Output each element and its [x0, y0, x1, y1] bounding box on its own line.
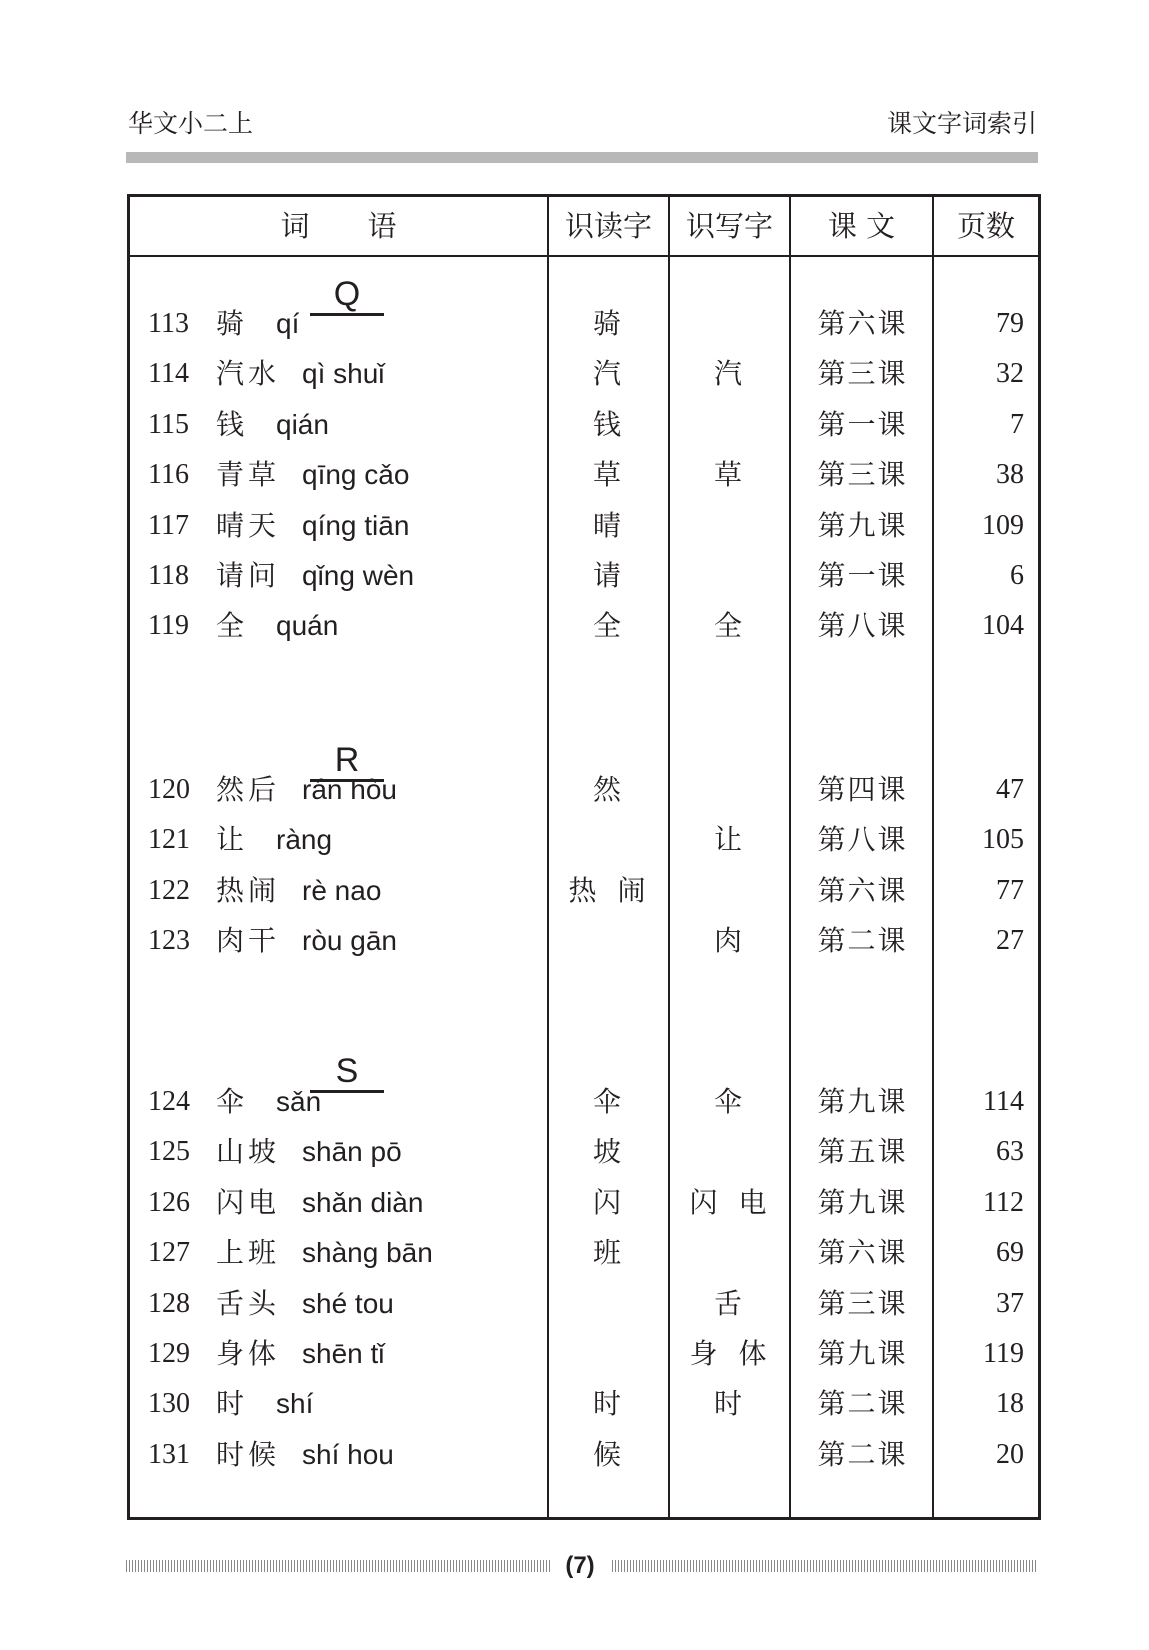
row-number: 130	[148, 1388, 190, 1420]
row-number: 126	[148, 1186, 190, 1218]
row-write-char: 闪 电	[689, 1185, 773, 1219]
row-page: 63	[996, 1136, 1024, 1168]
row-pinyin: qīng cǎo	[302, 459, 410, 491]
row-word: 上班	[216, 1236, 281, 1270]
row-word: 晴天	[216, 508, 281, 542]
page-number: (7)	[565, 1552, 595, 1579]
row-lesson: 第六课	[817, 873, 908, 907]
row-pinyin: shēn tǐ	[302, 1338, 385, 1369]
row-number: 117	[148, 509, 189, 541]
row-read-char: 班	[592, 1236, 627, 1270]
row-read-char: 闪	[592, 1185, 627, 1219]
row-word: 全	[216, 609, 249, 643]
table-row	[130, 601, 1038, 651]
row-word: 请问	[216, 559, 281, 592]
section-letter: S	[310, 1052, 384, 1093]
row-word: 山坡	[216, 1135, 281, 1169]
row-word: 青草	[216, 458, 281, 492]
row-pinyin: sǎn	[276, 1086, 322, 1117]
table-row	[130, 1127, 1038, 1177]
row-word: 让	[216, 823, 249, 857]
table-row	[130, 1228, 1038, 1278]
table-row	[130, 866, 1038, 916]
row-lesson: 第九课	[817, 1085, 908, 1118]
row-page: 38	[996, 459, 1024, 491]
row-page: 104	[982, 610, 1024, 642]
row-word: 身体	[216, 1337, 281, 1370]
table-row	[130, 1379, 1038, 1429]
column-header-words: 词 语	[280, 209, 397, 243]
row-pinyin: rè nao	[302, 874, 382, 906]
table-row	[130, 450, 1038, 500]
row-pinyin: quán	[276, 610, 339, 642]
row-pinyin: ràng	[276, 824, 333, 856]
row-word: 骑	[216, 307, 249, 340]
row-page: 27	[996, 925, 1024, 957]
book-title: 华文小二上	[128, 109, 254, 138]
column-header-page: 页数	[956, 209, 1015, 243]
row-pinyin: ròu gān	[302, 925, 397, 957]
section-letter: Q	[310, 275, 384, 316]
table-row	[130, 1178, 1038, 1228]
row-lesson: 第三课	[817, 458, 908, 492]
row-pinyin: qǐng wèn	[302, 560, 415, 591]
table-row	[130, 1077, 1038, 1127]
row-write-char: 让	[713, 823, 748, 857]
row-lesson: 第二课	[817, 1437, 908, 1471]
row-page: 109	[982, 509, 1024, 541]
row-number: 114	[148, 358, 189, 390]
row-pinyin: shān pō	[302, 1136, 402, 1168]
row-write-char: 伞	[713, 1085, 748, 1118]
footer-rule-right	[612, 1560, 1038, 1572]
row-pinyin: shé tou	[302, 1287, 394, 1319]
row-word: 时	[216, 1387, 249, 1421]
row-number: 125	[148, 1136, 190, 1168]
row-lesson: 第四课	[817, 773, 908, 806]
row-page: 18	[996, 1388, 1024, 1420]
row-word: 然后	[216, 773, 281, 806]
row-page: 69	[996, 1237, 1024, 1269]
table-row	[130, 1279, 1038, 1329]
row-pinyin: qíng tiān	[302, 509, 410, 541]
row-lesson: 第二课	[817, 924, 908, 958]
row-pinyin: shí	[276, 1388, 314, 1420]
row-pinyin: qì shuǐ	[302, 358, 385, 390]
row-number: 119	[148, 610, 189, 642]
row-write-char: 身 体	[689, 1337, 773, 1370]
table-row	[130, 400, 1038, 450]
row-page: 79	[996, 308, 1024, 339]
table-row	[130, 1430, 1038, 1480]
row-read-char: 晴	[592, 508, 627, 542]
row-read-char: 候	[592, 1437, 627, 1471]
row-number: 128	[148, 1287, 190, 1319]
row-read-char: 草	[592, 458, 627, 492]
table-row	[130, 551, 1038, 601]
row-number: 131	[148, 1438, 190, 1470]
row-lesson: 第三课	[817, 357, 908, 391]
row-lesson: 第一课	[817, 559, 908, 592]
header-row-divider	[130, 255, 1038, 257]
row-word: 汽水	[216, 357, 281, 391]
table-row	[130, 1329, 1038, 1379]
row-read-char: 然	[592, 773, 627, 806]
row-read-char: 坡	[592, 1135, 627, 1169]
row-pinyin: qí	[276, 308, 300, 339]
row-page: 37	[996, 1287, 1024, 1319]
row-pinyin: rán hòu	[302, 774, 397, 805]
row-pinyin: qián	[276, 408, 329, 440]
row-word: 闪电	[216, 1185, 281, 1219]
section-title: 课文字词索引	[886, 109, 1037, 138]
row-page: 47	[996, 774, 1024, 805]
row-lesson: 第八课	[817, 823, 908, 857]
row-number: 113	[148, 308, 189, 339]
row-lesson: 第一课	[817, 407, 908, 441]
row-write-char: 全	[713, 609, 748, 643]
row-word: 舌头	[216, 1286, 281, 1320]
row-write-char: 时	[713, 1387, 748, 1421]
row-write-char: 草	[713, 458, 748, 492]
row-pinyin: shí hou	[302, 1438, 394, 1470]
row-page: 114	[983, 1086, 1024, 1117]
row-word: 肉干	[216, 924, 281, 958]
row-read-char: 伞	[592, 1085, 627, 1118]
row-page: 32	[996, 358, 1024, 390]
row-lesson: 第八课	[817, 609, 908, 643]
row-number: 121	[148, 824, 190, 856]
row-page: 77	[996, 874, 1024, 906]
header-divider	[126, 152, 1038, 163]
row-read-char: 钱	[592, 407, 627, 441]
table-row	[130, 501, 1038, 551]
row-lesson: 第二课	[817, 1387, 908, 1421]
section-letter: R	[310, 741, 384, 782]
column-header-lesson: 课 文	[827, 209, 896, 243]
table-row	[130, 349, 1038, 399]
table-row	[130, 765, 1038, 815]
row-read-char: 时	[592, 1387, 627, 1421]
row-page: 119	[983, 1338, 1024, 1369]
row-number: 122	[148, 874, 190, 906]
row-word: 伞	[216, 1085, 249, 1118]
row-read-char: 汽	[592, 357, 627, 391]
row-page: 105	[982, 824, 1024, 856]
row-pinyin: shàng bān	[302, 1237, 433, 1269]
row-word: 时候	[216, 1437, 281, 1471]
row-write-char: 肉	[713, 924, 748, 958]
table-row	[130, 299, 1038, 349]
row-read-char: 热 闹	[568, 873, 652, 907]
table-row	[130, 815, 1038, 865]
row-number: 115	[148, 408, 189, 440]
row-read-char: 骑	[592, 307, 627, 340]
row-number: 124	[148, 1086, 190, 1117]
row-pinyin: shǎn diàn	[302, 1186, 424, 1218]
row-page: 7	[1010, 408, 1024, 440]
row-lesson: 第三课	[817, 1286, 908, 1320]
row-word: 钱	[216, 407, 249, 441]
row-page: 20	[996, 1438, 1024, 1470]
row-number: 118	[148, 560, 189, 591]
index-table	[127, 194, 1041, 1520]
row-write-char: 舌	[713, 1286, 748, 1320]
row-page: 6	[1010, 560, 1024, 591]
row-lesson: 第五课	[817, 1135, 908, 1169]
row-number: 116	[148, 459, 189, 491]
row-lesson: 第九课	[817, 1337, 908, 1370]
row-lesson: 第六课	[817, 307, 908, 340]
table-row	[130, 916, 1038, 966]
footer-rule-left	[126, 1560, 550, 1572]
row-number: 127	[148, 1237, 190, 1269]
row-word: 热闹	[216, 873, 281, 907]
row-page: 112	[983, 1186, 1024, 1218]
row-lesson: 第九课	[817, 508, 908, 542]
row-lesson: 第九课	[817, 1185, 908, 1219]
column-header-write: 识写字	[685, 209, 773, 243]
row-number: 123	[148, 925, 190, 957]
column-header-read: 识读字	[564, 209, 652, 243]
row-read-char: 请	[592, 559, 627, 592]
row-read-char: 全	[592, 609, 627, 643]
row-number: 129	[148, 1338, 190, 1369]
row-write-char: 汽	[713, 357, 748, 391]
row-lesson: 第六课	[817, 1236, 908, 1270]
row-number: 120	[148, 774, 190, 805]
